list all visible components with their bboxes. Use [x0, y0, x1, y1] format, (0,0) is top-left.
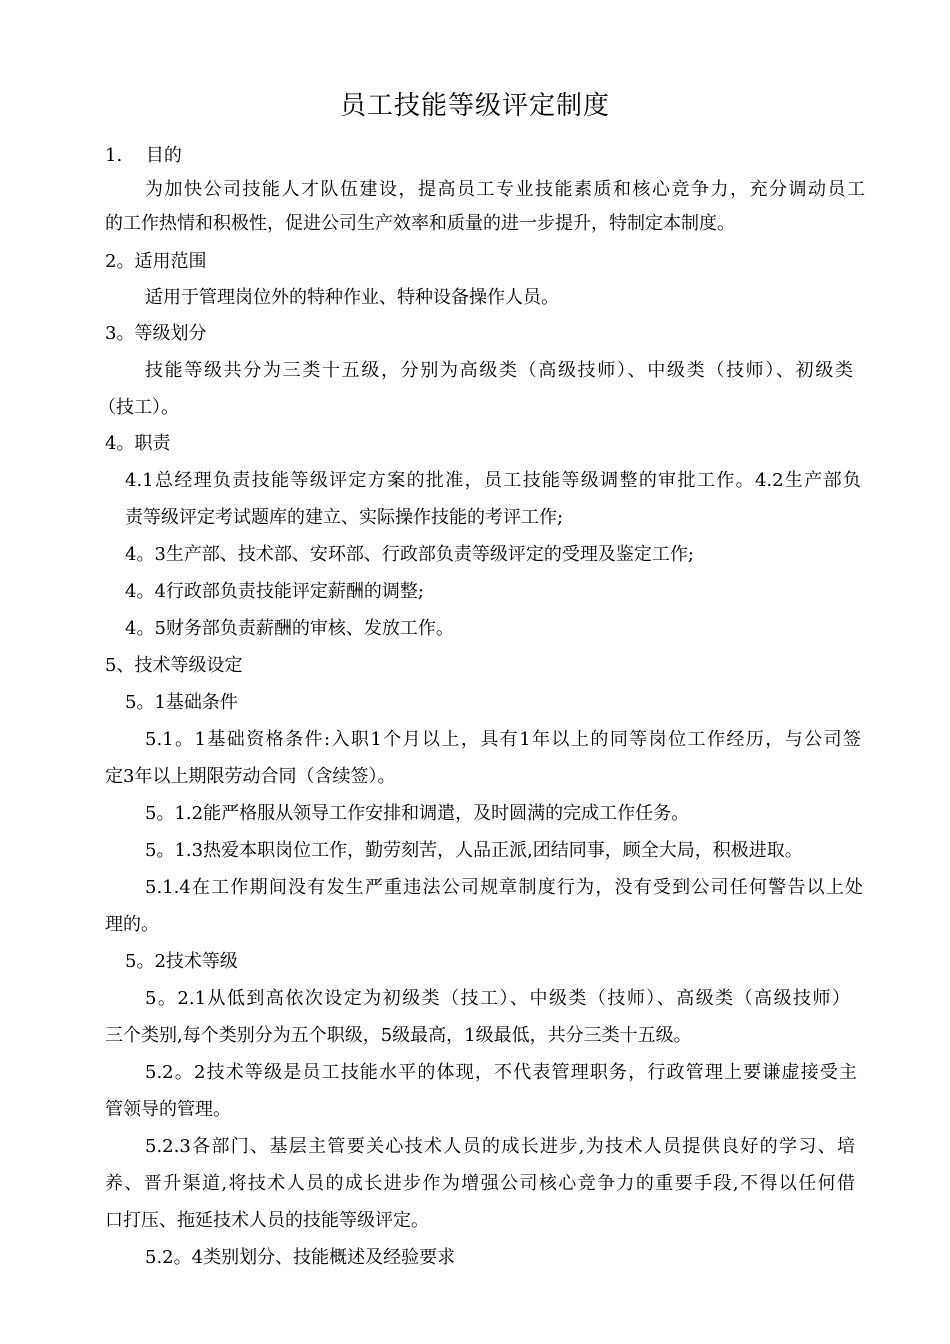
- paragraph-line: 5。1.2能严格服从领导工作安排和调遣，及时圆满的完成工作任务。: [145, 803, 690, 824]
- paragraph-line: 4。4行政部负责技能评定薪酬的调整;: [125, 581, 424, 602]
- subsection-heading: 5。2技术等级: [125, 951, 238, 972]
- paragraph-line: 5.1.4在工作期间没有发生严重违法公司规章制度行为，没有受到公司任何警告以上处: [145, 877, 863, 898]
- paragraph-line: 口打压、拖延技术人员的技能等级评定。: [105, 1210, 429, 1231]
- paragraph-line: 4.1总经理负责技能等级评定方案的批准，员工技能等级调整的审批工作。4.2生产部负: [125, 470, 861, 491]
- document-title: 员工技能等级评定制度: [339, 91, 610, 121]
- paragraph-line: 养、晋升渠道,将技术人员的成长进步作为增强公司核心竞争力的重要手段,不得以任何借: [105, 1173, 855, 1194]
- paragraph-line: 理的。: [105, 914, 159, 935]
- section-heading-duties: 4。职责: [105, 433, 171, 454]
- paragraph-line: 三个类别,每个类别分为五个职级，5级最高，1级最低，共分三类十五级。: [105, 1025, 692, 1046]
- paragraph-line: 4。3生产部、技术部、安环部、行政部负责等级评定的受理及鉴定工作;: [125, 544, 694, 565]
- paragraph-line: 责等级评定考试题库的建立、实际操作技能的考评工作;: [125, 507, 564, 528]
- paragraph-line: 5.2。4类别划分、技能概述及经验要求: [145, 1247, 456, 1268]
- paragraph-line: 管领导的管理。: [105, 1099, 231, 1120]
- paragraph-line: （技工）。: [98, 397, 179, 418]
- section-heading-levels: 3。等级划分: [105, 323, 207, 344]
- paragraph-line: 定3年以上期限劳动合同（含续签）。: [105, 766, 396, 787]
- subsection-heading: 5。1基础条件: [125, 692, 238, 713]
- section-heading-purpose: 1. 目的: [105, 145, 182, 166]
- paragraph-line: 5.1。1基础资格条件:入职1个月以上，具有1年以上的同等岗位工作经历，与公司签: [145, 729, 861, 750]
- paragraph-line: 适用于管理岗位外的特种作业、特种设备操作人员。: [145, 287, 559, 308]
- paragraph-line: 4。5财务部负责薪酬的审核、发放工作。: [125, 618, 454, 639]
- paragraph-line: 5。2.1从低到高依次设定为初级类（技工）、中级类（技师）、高级类（高级技师）: [145, 988, 850, 1009]
- paragraph-line: 5.2。2技术等级是员工技能水平的体现，不代表管理职务，行政管理上要谦虚接受主: [145, 1062, 857, 1083]
- paragraph-line: 5.2.3各部门、基层主管要关心技术人员的成长进步,为技术人员提供良好的学习、培: [145, 1136, 855, 1157]
- paragraph-line: 技能等级共分为三类十五级，分别为高级类（高级技师）、中级类（技师）、初级类: [145, 360, 853, 381]
- paragraph-line: 为加快公司技能人才队伍建设，提高员工专业技能素质和核心竞争力，充分调动员工: [145, 179, 865, 200]
- section-heading-grades: 5、技术等级设定: [105, 655, 243, 676]
- section-heading-scope: 2。适用范围: [105, 251, 207, 272]
- paragraph-line: 的工作热情和积极性，促进公司生产效率和质量的进一步提升，特制定本制度。: [105, 213, 735, 234]
- paragraph-line: 5。1.3热爱本职岗位工作，勤劳刻苦，人品正派,团结同事，顾全大局，积极进取。: [145, 840, 803, 861]
